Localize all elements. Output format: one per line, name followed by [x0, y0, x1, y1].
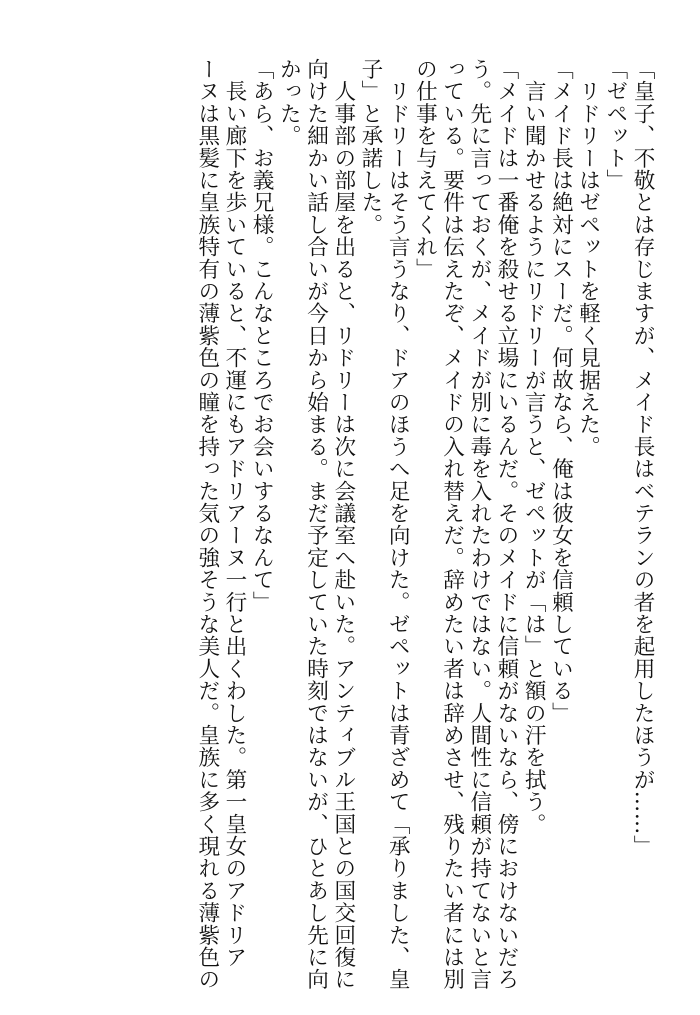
text-line: 「ゼペット」 [602, 58, 628, 192]
text-line: っている。要件は伝えたぞ、メイドの入れ替えだ。辞めたい者は辞めさせ、残りたい者には別 [439, 58, 465, 991]
vertical-text-block [194, 58, 656, 991]
text-line: 言い聞かせるようにリドリーが言うと、ゼペットが「は」と額の汗を拭う。 [521, 58, 547, 835]
text-line: リドリーはそう言うなり、ドアのほうへ足を向けた。ゼペットは青ざめて「承りました、皇 [385, 58, 411, 991]
text-line: ーヌは黒髪に皇族特有の薄紫色の瞳を持った気の強そうな美人だ。皇族に多く現れる薄紫色の [194, 58, 220, 991]
text-line: かった。 [276, 58, 302, 147]
text-line: の仕事を与えてくれ」 [412, 58, 438, 280]
text-line: 向けた細かい話し合いが今日から始まる。まだ予定していた時刻ではないが、ひとあし先に向 [303, 58, 329, 991]
text-line: 「皇子、不敬とは存じますが、メイド長はベテランの者を起用したほうが……」 [630, 58, 655, 858]
text-line: 長い廊下を歩いていると、不運にもアドリアーヌ一行と出くわした。第一皇女のアドリア [221, 58, 247, 969]
text-line: 人事部の部屋を出ると、リドリーは次に会議室へ赴いた。アンティブル王国との国交回復に [330, 58, 356, 991]
text-line: 「あら、お義兄様。こんなところでお会いするなんて」 [249, 58, 275, 613]
text-line: リドリーはゼペットを軽く見据えた。 [575, 58, 601, 458]
text-line: 「メイドは一番俺を殺せる立場にいるんだ。そのメイドに信頼がないなら、傍におけないだろ [493, 58, 519, 991]
text-line: 子」と承諾した。 [357, 58, 383, 236]
text-line: う。先に言っておくが、メイドが別に毒を入れたわけではない。人間性に信頼が持てないと言 [466, 58, 492, 991]
text-line: 「メイド長は絶対にスーだ。何故なら、俺は彼女を信頼している」 [548, 58, 574, 724]
